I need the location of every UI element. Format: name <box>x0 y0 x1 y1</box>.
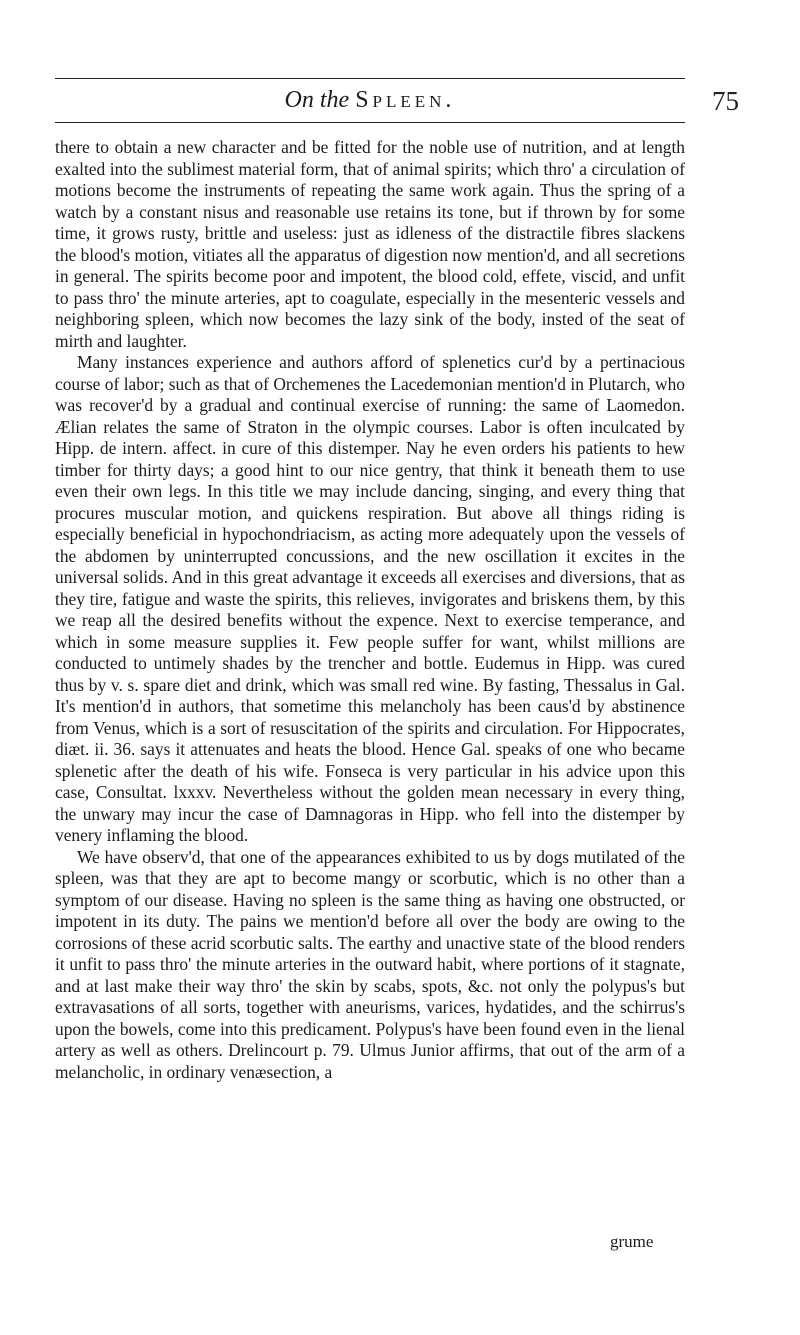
running-head-caps: Spleen. <box>355 87 456 113</box>
paragraph-1: there to obtain a new character and be fitted for the noble use of nutrition, and at length exalted into the sublimest material form, that of animal spirits; which thro' a circulation of motions become the instruments of repeating the same work again. Thus the spring of a watch by a constant nisus and reasonable use retains its tone, but if thrown by for some time, it grows rusty, brittle and useless: just as idleness of the distractile fibres slackens the blood's motion, vitiates all the apparatus of digestion now mention'd, and all secretions in general. The spirits become poor and impotent, the blood cold, effete, viscid, and unfit to pass thro' the minute arteries, apt to coagulate, especially in the mesenteric vessels and neighboring spleen, which now becomes the lazy sink of the body, insted of the seat of mirth and laughter. <box>55 137 685 351</box>
header-rule-top <box>55 78 685 79</box>
paragraph-3: We have observ'd, that one of the appearances exhibited to us by dogs mutilated of the spleen, was that they are apt to become mangy or scorbutic, which is no other than a symptom of our disease. Having no spleen is the same thing as having one obstructed, or impotent in its duty. The pains we mention'd before all over the body are owing to the corrosions of these acrid scorbutic salts. The earthy and unactive state of the blood renders it unfit to pass thro' the minute arteries in the outward habit, where portions of it stagnate, and at last make their way thro' the skin by scabs, spots, &c. not only the polypus's but extravasations of all sorts, together with aneurisms, varices, hydatides, and the schirrus's upon the bowels, come into this predicament. Polypus's have been found even in the lienal artery as well as others. Drelincourt p. 79. Ulmus Junior affirms, that out of the arm of a melancholic, in ordinary venæsection, a <box>55 846 685 1082</box>
header-rule-bottom <box>55 122 685 123</box>
running-head-italic: On the <box>284 87 350 113</box>
body-text <box>55 137 685 1083</box>
running-head <box>55 82 685 118</box>
paragraph-2: Many instances experience and authors afford of splenetics cur'd by a pertinacious course of labor; such as that of Orchemenes the Lacedemonian mention'd in Plutarch, who was recover'd by a gradual and continual exercise of running: the same of Laomedon. Ælian relates the same of Straton in the olympic courses. Labor is often inculcated by Hipp. de intern. affect. in cure of this distemper. Nay he even orders his patients to hew timber for thirty days; a good hint to our nice gentry, that think it beneath them to use even their own legs. In this title we may include dancing, singing, and every thing that procures muscular motion, and quickens respiration. But above all things riding is especially beneficial in hypochondriacism, as acting more adequately upon the vessels of the abdomen by uninterrupted concussions, and the new oscillation it excites in the universal solids. And in this great advantage it exceeds all exercises and diversions, that as they tire, fatigue and waste the spirits, this relieves, invigorates and briskens them, by this we reap all the desired benefits without the expence. Next to exercise temperance, and which in some measure supplies it. Few people suffer for want, whilst millions are conducted to untimely shades by the trencher and bottle. Eudemus in Hipp. was cured thus by v. s. spare diet and drink, which was small red wine. By fasting, Thessalus in Gal. It's mention'd in authors, that sometime this melancholy has been caus'd by abstinence from Venus, which is a sort of resuscitation of the spirits and circulation. For Hippocrates, diæt. ii. 36. says it attenuates and heats the blood. Hence Gal. speaks of one who became splenetic after the death of his wife. Fonseca is very particular in his advice upon this case, Consultat. lxxxv. Nevertheless without the golden mean necessary in every thing, the unwary may incur the case of Damnagoras in Hipp. who fell into the distemper by venery inflaming the blood. <box>55 352 685 845</box>
catchword: grume <box>610 1232 654 1251</box>
page-number: 75 <box>712 86 739 116</box>
